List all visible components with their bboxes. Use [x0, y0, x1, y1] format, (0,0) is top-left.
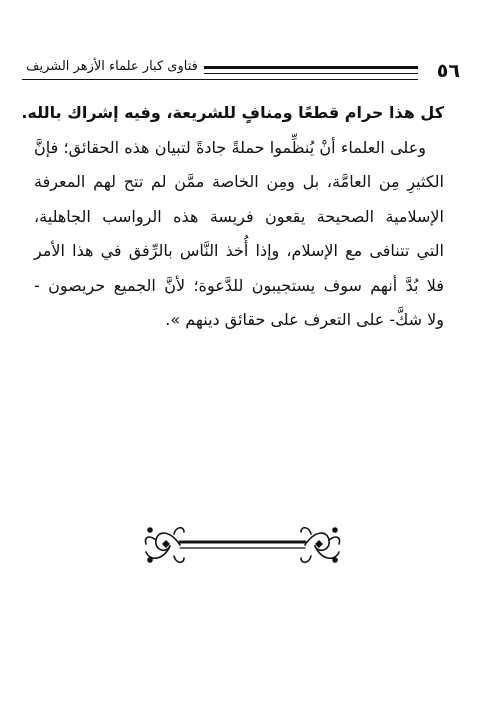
header-rule: [204, 66, 418, 74]
page-header: [22, 56, 462, 86]
text-line-3: الكثيرِ مِن العامَّة، بل ومِن الخاصة ممَّن لم تتح لهم المعرفة: [34, 172, 444, 191]
text-line-7: ولا شكَّ- على التعرف على حقائق دينهم ».: [165, 310, 444, 329]
text-line-2: وعلى العلماء أنْ يُنظِّموا حملةً جادةً لتبيان هذه الحقائق؛ فإنَّ: [34, 137, 426, 157]
text-line-4: الإسلامية الصحيحة يقعون فريسة هذه الرواسب الجاهلية،: [34, 206, 444, 226]
page-number: ٥٦: [436, 60, 460, 82]
header-underline: [22, 79, 418, 80]
text-line-5: التي تتنافى مع الإسلام، وإذا أُخذ النَّاس بالرِّفق في هذا الأمر: [34, 241, 444, 260]
text-line-6: فلا بُدَّ أنهم سوف يستجيبون للدَّعوة؛ لأنَّ الجميع حريصون -: [34, 275, 444, 295]
text-line-1: كل هذا حرام قطعًا ومنافٍ للشريعة، وفيه إشراك بالله.: [21, 103, 444, 122]
floral-divider-icon: [140, 520, 345, 570]
running-title: فتاوى كبار علماء الأزهر الشريف: [26, 59, 198, 74]
body-text: [21, 96, 444, 338]
